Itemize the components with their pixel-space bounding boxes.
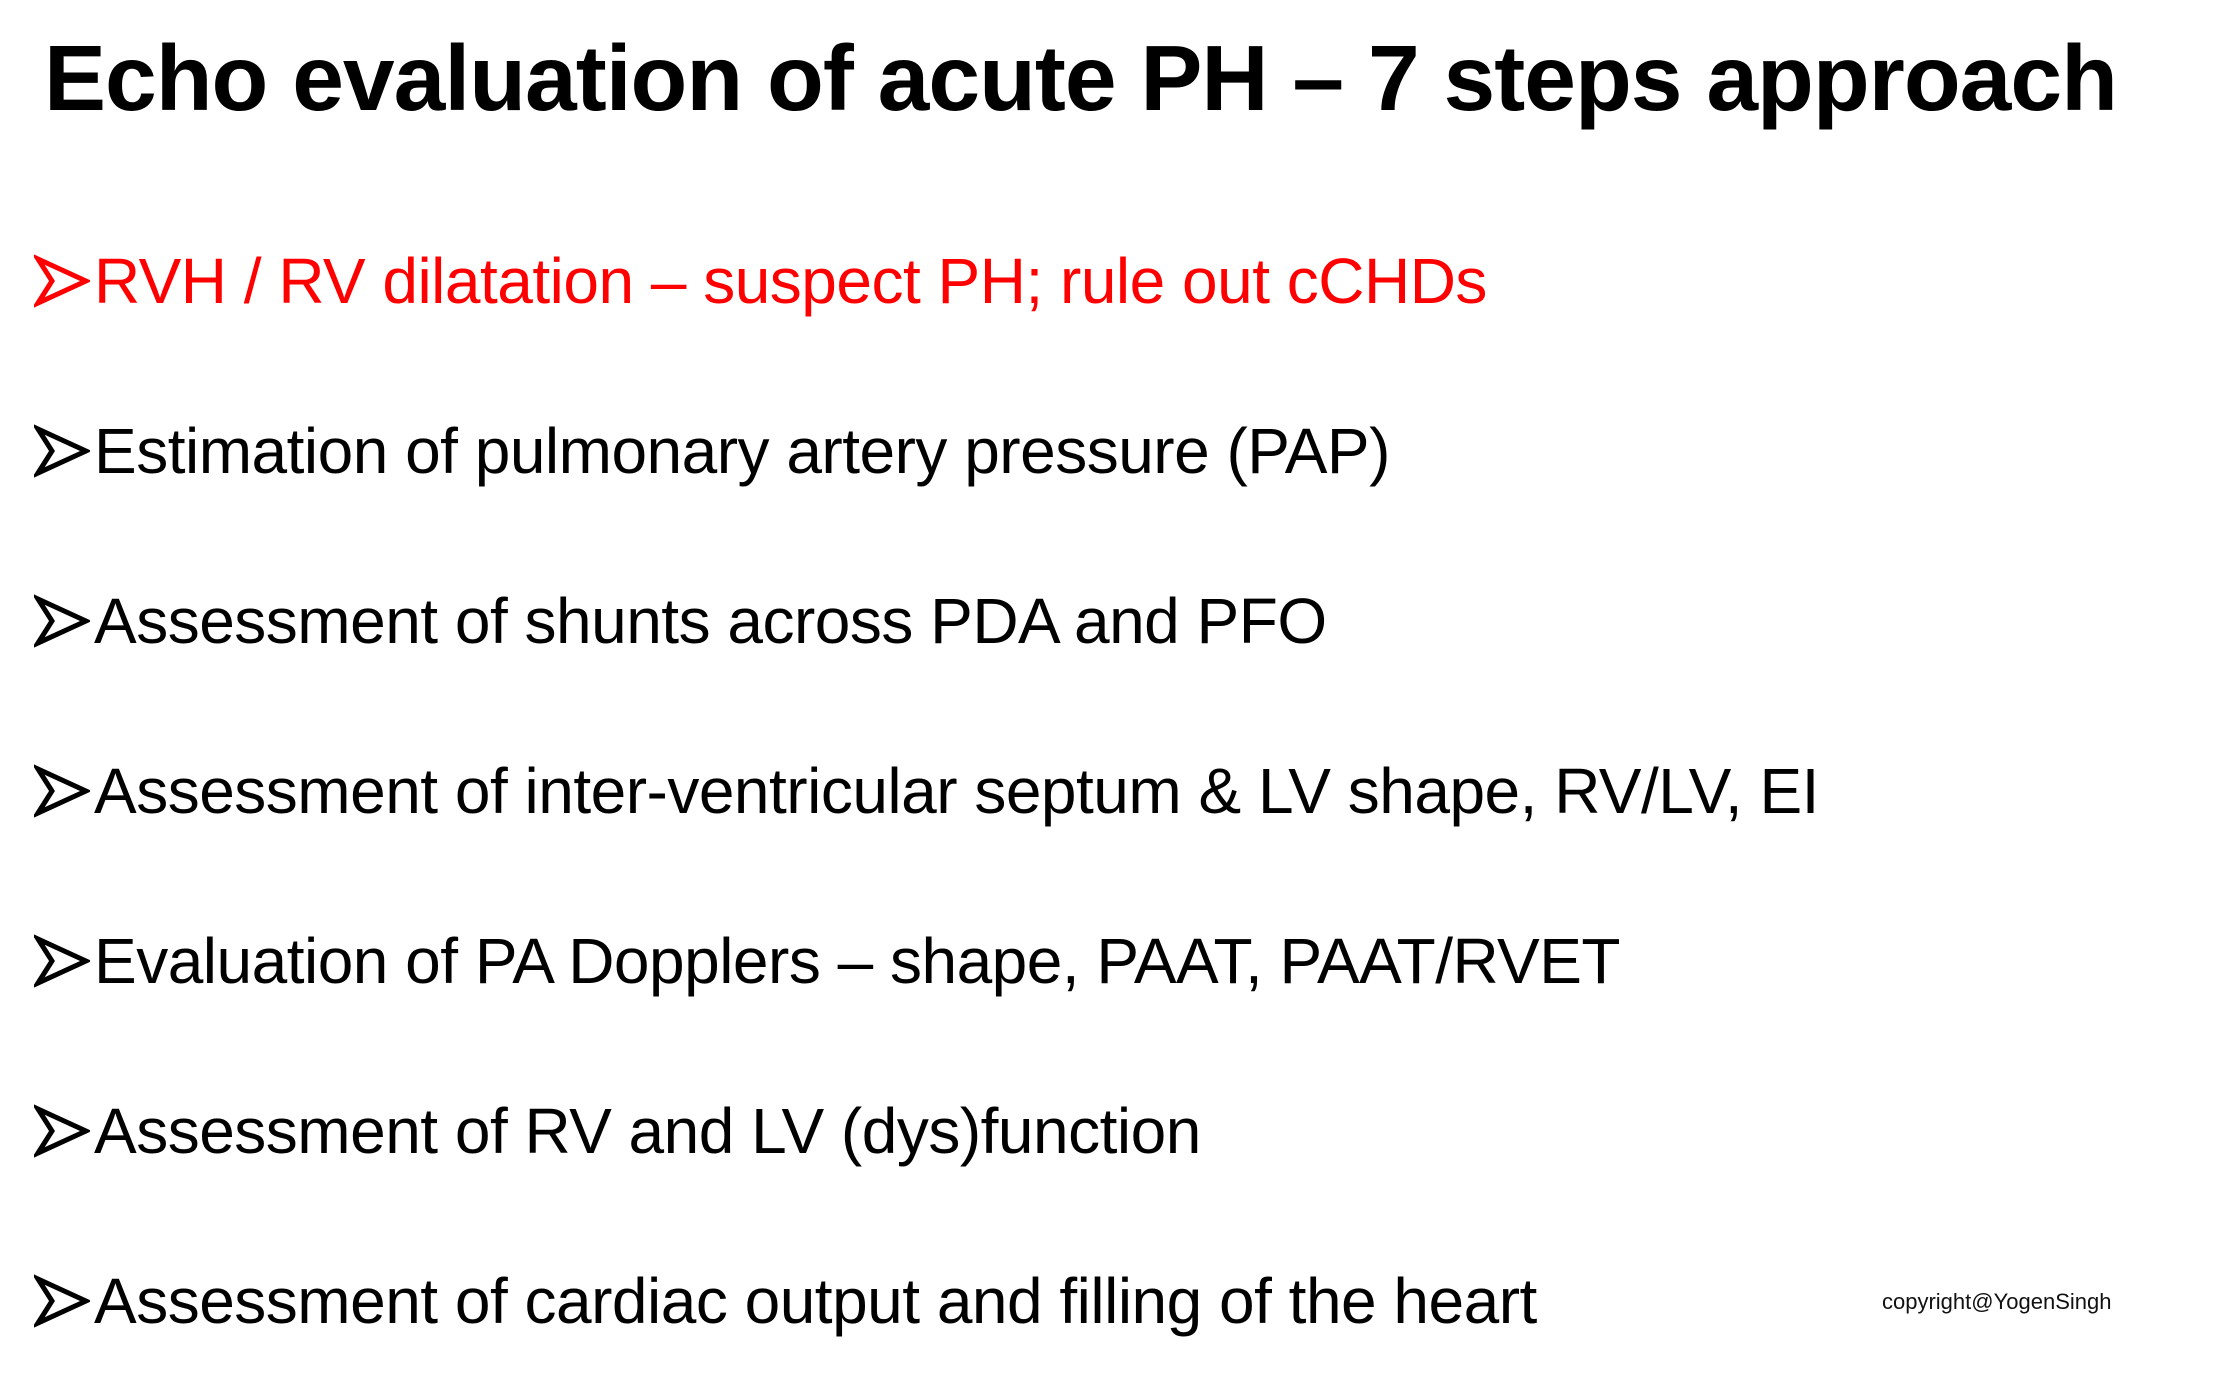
bullet-text: Assessment of shunts across PDA and PFO bbox=[94, 585, 1327, 657]
bullet-text: RVH / RV dilatation – suspect PH; rule out cCHDs bbox=[94, 245, 1487, 317]
arrow-bullet-icon bbox=[34, 593, 90, 649]
arrow-bullet-icon bbox=[34, 1273, 90, 1329]
bullet-list bbox=[34, 196, 2184, 1386]
bullet-text: Estimation of pulmonary artery pressure (PAP) bbox=[94, 415, 1390, 487]
arrow-bullet-icon bbox=[34, 423, 90, 479]
bullet-text: Assessment of cardiac output and filling of the heart bbox=[94, 1265, 1537, 1337]
bullet-item bbox=[34, 1046, 2184, 1216]
bullet-text: Assessment of RV and LV (dys)function bbox=[94, 1095, 1201, 1167]
bullet-item bbox=[34, 1216, 2184, 1386]
bullet-item bbox=[34, 366, 2184, 536]
bullet-text: Assessment of inter-ventricular septum & LV shape, RV/LV, EI bbox=[94, 755, 1819, 827]
bullet-item bbox=[34, 876, 2184, 1046]
arrow-bullet-icon bbox=[34, 1103, 90, 1159]
arrow-bullet-icon bbox=[34, 763, 90, 819]
arrow-bullet-icon bbox=[34, 933, 90, 989]
bullet-item bbox=[34, 706, 2184, 876]
bullet-text: Evaluation of PA Dopplers – shape, PAAT, PAAT/RVET bbox=[94, 925, 1620, 997]
arrow-bullet-icon bbox=[34, 253, 90, 309]
bullet-item bbox=[34, 196, 2184, 366]
copyright-note: copyright@YogenSingh bbox=[1882, 1289, 2112, 1314]
bullet-item bbox=[34, 536, 2184, 706]
slide-title: Echo evaluation of acute PH – 7 steps approach bbox=[44, 26, 2117, 130]
